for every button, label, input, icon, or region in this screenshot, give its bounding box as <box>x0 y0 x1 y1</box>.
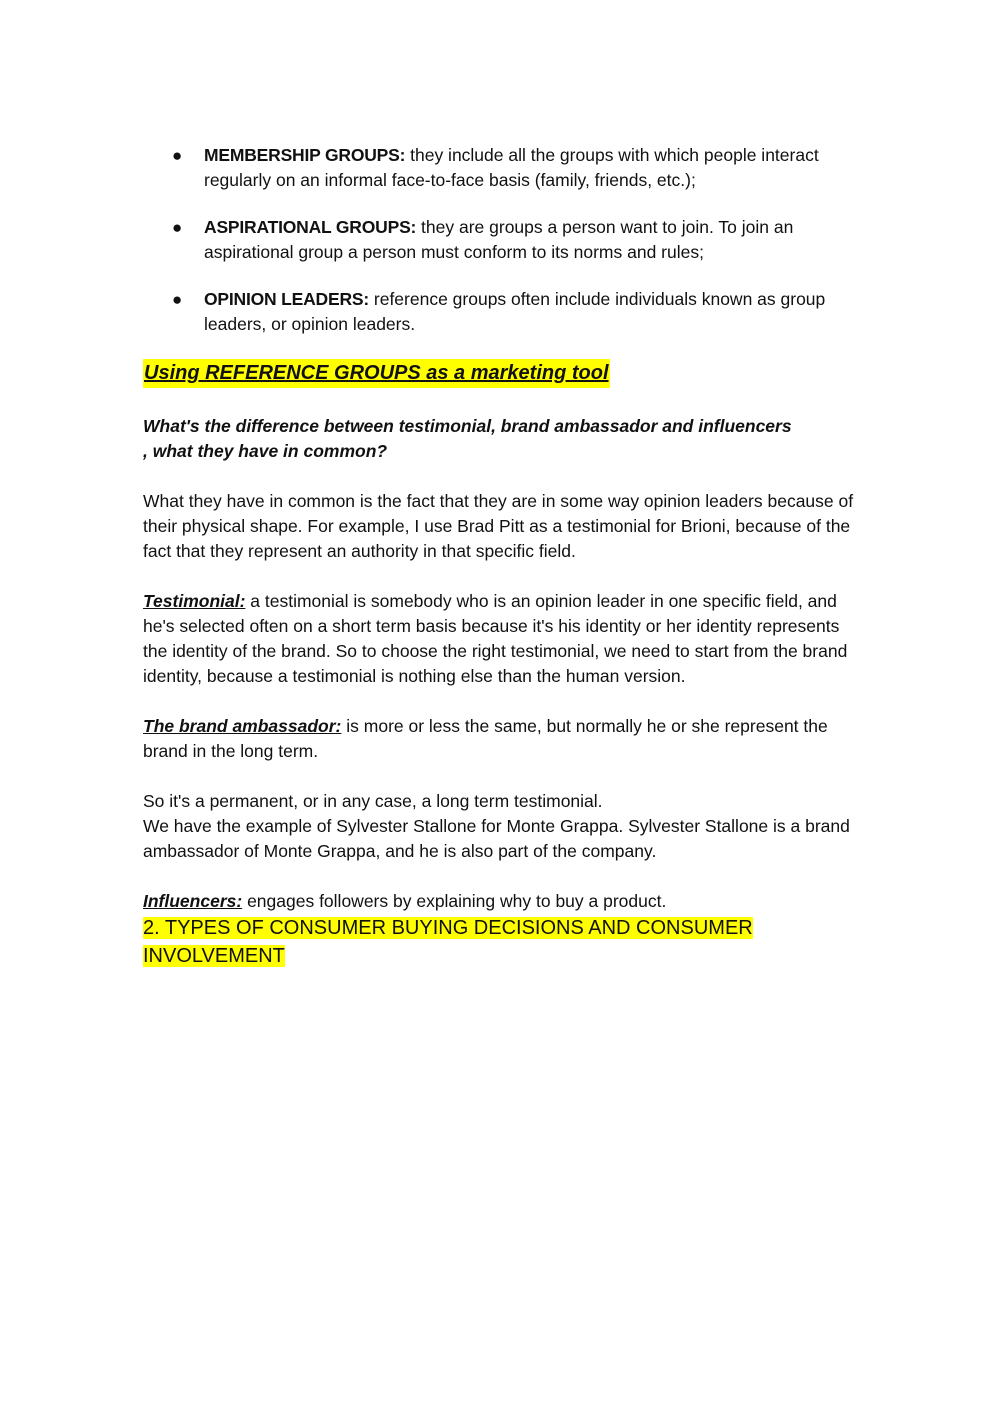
heading2-line-1: 2. TYPES OF CONSUMER BUYING DECISIONS AND CONSUMER <box>143 917 753 939</box>
common-paragraph: What they have in common is the fact that they are in some way opinion leaders because of their physical shape. For example, I use Brad Pitt as a testimonial for Brioni, because of the fact that they represent an authority in that specific field. <box>143 491 854 561</box>
question-line-1: What's the difference between testimonial, brand ambassador and influencers <box>143 416 792 436</box>
term-testimonial: Testimonial: <box>143 591 246 611</box>
definition-influencers: engages followers by explaining why to buy a product. <box>242 891 667 911</box>
ambassador-paragraph <box>143 714 863 764</box>
definition-opinion-leaders: reference groups often include individuals known as group leaders, or opinion leaders. <box>204 289 826 334</box>
term-influencers: Influencers: <box>143 891 243 911</box>
question-paragraph <box>143 414 863 464</box>
term-membership-groups: MEMBERSHIP GROUPS: <box>204 145 406 165</box>
testimonial-paragraph <box>143 589 863 689</box>
list-item-opinion-leaders <box>143 287 863 337</box>
definition-membership-groups: they include all the groups with which people interact regularly on an informal face-to-face basis (family, friends, etc.); <box>204 145 819 190</box>
bullet-icon: ● <box>172 218 183 237</box>
section-heading-buying-decisions <box>143 914 863 970</box>
section-heading-reference-groups: Using REFERENCE GROUPS as a marketing tool <box>143 359 610 388</box>
definition-brand-ambassador: is more or less the same, but normally he or she represent the brand in the long term. <box>143 716 828 761</box>
influencers-paragraph <box>143 889 863 914</box>
permanent-line-1: So it's a permanent, or in any case, a long term testimonial. <box>143 791 603 811</box>
reference-groups-list <box>143 143 863 337</box>
definition-aspirational-groups: they are groups a person want to join. To join an aspirational group a person must conform to its norms and rules; <box>204 217 794 262</box>
document-body <box>143 143 863 970</box>
question-line-2: , what they have in common? <box>143 441 388 461</box>
definition-testimonial: a testimonial is somebody who is an opinion leader in one specific field, and he's selected often on a short term basis because it's his identity or her identity represents the identity of the brand. So to choose the right testimonial, we need to start from the brand identity, because a testimonial is nothing else than the human version. <box>143 591 848 686</box>
heading2-line-2: INVOLVEMENT <box>143 945 285 967</box>
bullet-icon: ● <box>172 146 183 165</box>
term-brand-ambassador: The brand ambassador: <box>143 716 342 736</box>
bullet-icon: ● <box>172 290 183 309</box>
term-opinion-leaders: OPINION LEADERS: <box>204 289 370 309</box>
term-aspirational-groups: ASPIRATIONAL GROUPS: <box>204 217 417 237</box>
permanent-line-2: We have the example of Sylvester Stallone for Monte Grappa. Sylvester Stallone is a brand ambassador of Monte Grappa, and he is also part of the company. <box>143 816 850 861</box>
list-item-membership-groups <box>143 143 863 193</box>
list-item-aspirational-groups <box>143 215 863 265</box>
